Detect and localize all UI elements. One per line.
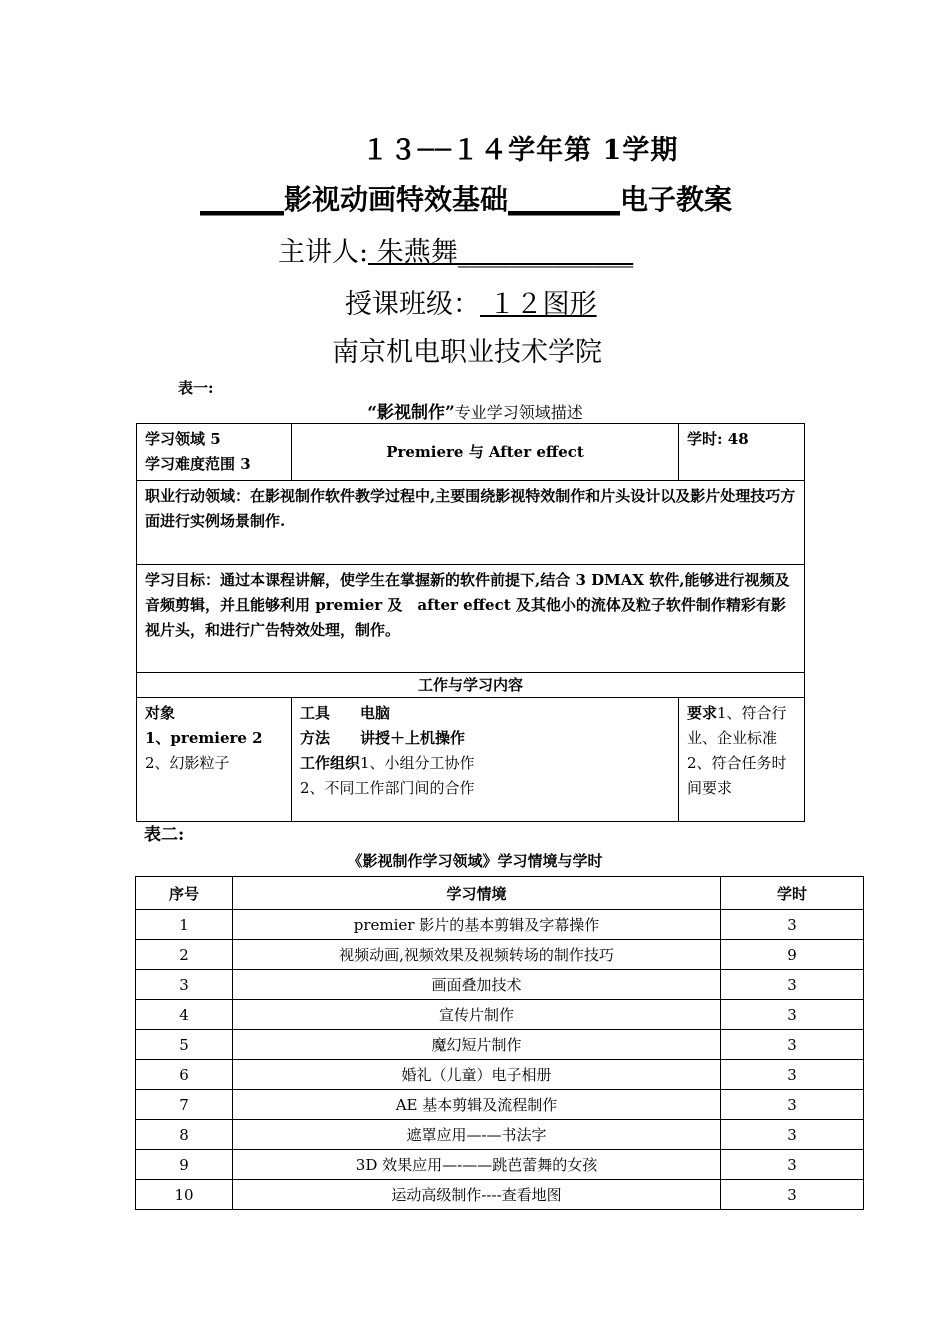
table-row [136,1120,864,1150]
table-header-row [136,877,864,910]
row-situation: 视频动画,视频效果及视频转场的制作技巧 [233,940,721,970]
table-row [136,1180,864,1210]
row-hours: 3 [721,1120,864,1150]
course-title-suffix: 电子教案 [620,183,733,216]
tool-cell [292,698,679,822]
class-label: 授课班级： [345,289,480,320]
row-index: 1 [136,910,233,940]
row-index: 2 [136,940,233,970]
class-line [345,282,597,321]
table-row [136,1000,864,1030]
org-item-2: 2、不同工作部门间的合作 [300,779,475,797]
table2-label: 表二: [144,825,185,845]
header-hours: 学时 [721,877,864,910]
course-name: 影视动画特效基础 [284,183,509,216]
row-hours: 3 [721,970,864,1000]
row-index: 6 [136,1060,233,1090]
object-item-1: 1、premiere 2 [145,729,263,747]
course-title-blank-1: ______ [200,183,284,216]
hours-cell: 学时: 48 [679,424,805,481]
table1-caption [0,398,950,423]
row-hours: 3 [721,1030,864,1060]
row-situation: AE 基本剪辑及流程制作 [233,1090,721,1120]
row-situation: 3D 效果应用—-——跳芭蕾舞的女孩 [233,1150,721,1180]
table-row [136,1150,864,1180]
learning-situations-table [135,876,864,1210]
row-hours: 3 [721,1060,864,1090]
table-row [136,1060,864,1090]
row-situation: 宣传片制作 [233,1000,721,1030]
row-hours: 3 [721,910,864,940]
header-index: 序号 [136,877,233,910]
domain-text: 学习领域 5 [145,430,221,448]
table-row [136,940,864,970]
software-cell: Premiere 与 After effect [292,424,679,481]
difficulty-text: 学习难度范围 3 [145,455,251,473]
object-item-2: 2、幻影粒子 [145,754,230,772]
course-description-table [136,423,805,822]
object-cell [137,698,292,822]
row-situation: premier 影片的基本剪辑及字幕操作 [233,910,721,940]
row-situation: 婚礼（儿童）电子相册 [233,1060,721,1090]
table1-label: 表一: [178,379,214,397]
org-label: 工作组织 [300,754,361,772]
row-hours: 9 [721,940,864,970]
row-index: 7 [136,1090,233,1120]
table-row [136,1090,864,1120]
row-situation: 遮罩应用—-—书法字 [233,1120,721,1150]
org-item-1: 1、小组分工协作 [360,754,475,772]
row-hours: 3 [721,1090,864,1120]
row-hours: 3 [721,1180,864,1210]
row-situation: 画面叠加技术 [233,970,721,1000]
row-situation: 运动高级制作----查看地图 [233,1180,721,1210]
goal-cell: 学习目标：通过本课程讲解，使学生在掌握新的软件前提下,结合 3 DMAX 软件,能够进行视频及音频剪辑，并且能够利用 premier 及 after effect 及其他小的流体及粒子软件制作精彩有影视片头，和进行广告特效处理，制作。 [137,565,805,673]
course-title-blank-2: ________ [508,183,621,216]
row-index: 10 [136,1180,233,1210]
row-situation: 魔幻短片制作 [233,1030,721,1060]
row-hours: 3 [721,1150,864,1180]
table-row [136,970,864,1000]
row-index: 4 [136,1000,233,1030]
method-text: 方法 讲授＋上机操作 [300,729,466,747]
requirement-cell [679,698,805,822]
lecturer-name: 朱燕舞_____________ [368,237,634,268]
row-index: 5 [136,1030,233,1060]
org-line [300,751,670,776]
table-row [136,910,864,940]
req-label: 要求 [687,704,718,722]
table-row [136,1030,864,1060]
school-name: 南京机电职业技术学院 [332,337,602,368]
tool-text: 工具 电脑 [300,704,391,722]
object-label: 对象 [145,704,176,722]
lecturer-label: 主讲人: [278,237,369,268]
req-line [687,701,796,751]
class-name: １２图形 [480,289,597,320]
req-item-1: 1、符合行业、企业标准 [687,704,787,747]
course-title [200,178,732,218]
semester-title: １３──１４学年第 1学期 [361,135,679,166]
table1-caption-bold: “影视制作” [367,403,455,423]
row-index: 8 [136,1120,233,1150]
row-hours: 3 [721,1000,864,1030]
table1-caption-rest: 专业学习领域描述 [454,403,583,422]
header-situation: 学习情境 [233,877,721,910]
row-index: 3 [136,970,233,1000]
row-index: 9 [136,1150,233,1180]
domain-cell [137,424,292,481]
lecturer-line [278,230,633,269]
content-header-cell: 工作与学习内容 [137,673,805,698]
table2-caption: 《影视制作学习领域》学习情境与学时 [347,852,603,870]
vocational-cell: 职业行动领域：在影视制作软件教学过程中,主要围绕影视特效制作和片头设计以及影片处理技巧方面进行实例场景制作. [137,481,805,565]
req-item-2: 2、符合任务时间要求 [687,754,787,797]
